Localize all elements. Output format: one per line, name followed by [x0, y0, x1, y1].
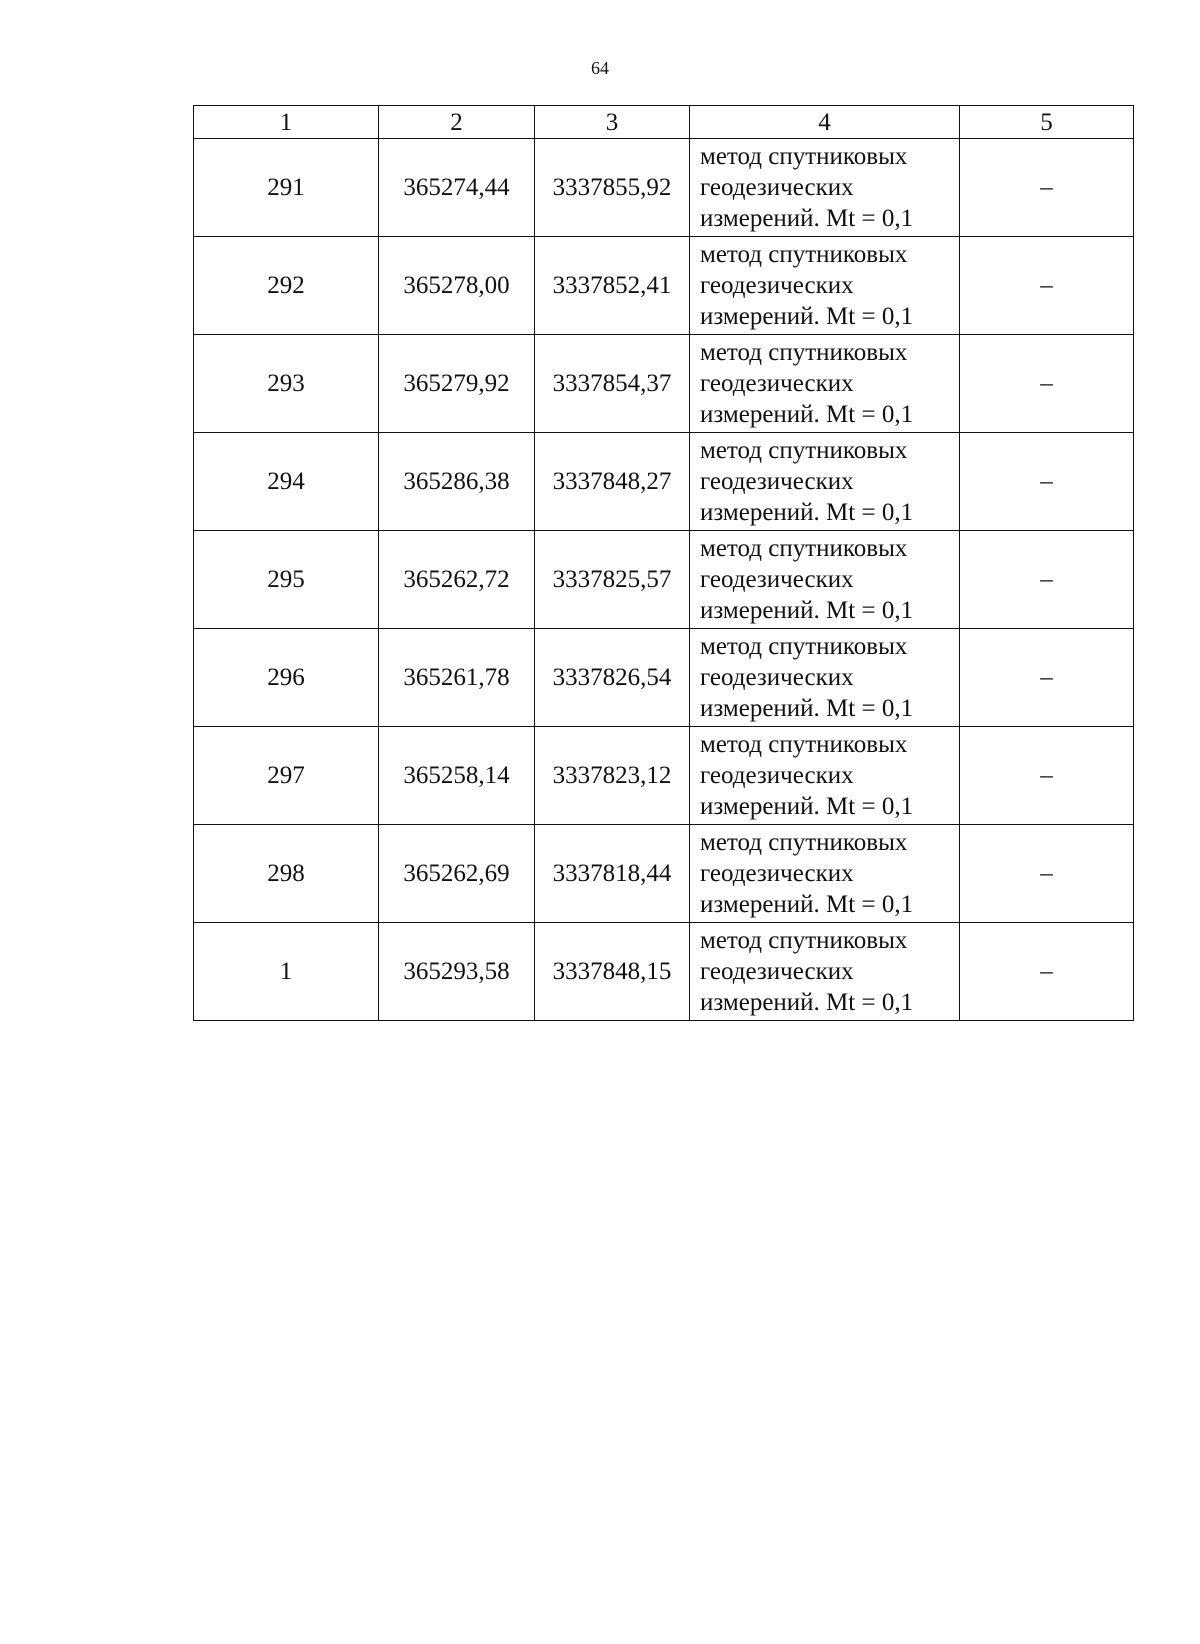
- method-line: геодезических: [700, 468, 854, 495]
- x-coordinate-cell: 365274,44: [379, 139, 535, 237]
- x-coordinate-cell: 365262,72: [379, 531, 535, 629]
- method-line: измерений. Mt = 0,1: [700, 205, 914, 232]
- x-coordinate-cell: 365261,78: [379, 629, 535, 727]
- method-cell: [690, 727, 960, 825]
- table-header: [194, 106, 1134, 139]
- method-line: измерений. Mt = 0,1: [700, 793, 914, 820]
- method-line: метод спутниковых: [700, 829, 908, 856]
- method-line: геодезических: [700, 272, 854, 299]
- note-cell: –: [960, 629, 1134, 727]
- y-coordinate-cell: 3337852,41: [535, 237, 690, 335]
- x-coordinate-cell: 365286,38: [379, 433, 535, 531]
- table-row: [194, 139, 1134, 237]
- table-row: [194, 629, 1134, 727]
- point-number-cell: 298: [194, 825, 379, 923]
- method-line: метод спутниковых: [700, 731, 908, 758]
- method-line: измерений. Mt = 0,1: [700, 401, 914, 428]
- column-header-3: 3: [535, 106, 690, 139]
- x-coordinate-cell: 365279,92: [379, 335, 535, 433]
- column-header-5: 5: [960, 106, 1134, 139]
- method-cell: [690, 531, 960, 629]
- method-cell: [690, 825, 960, 923]
- method-line: измерений. Mt = 0,1: [700, 303, 914, 330]
- table-row: [194, 923, 1134, 1021]
- note-cell: –: [960, 531, 1134, 629]
- note-cell: –: [960, 237, 1134, 335]
- note-cell: –: [960, 139, 1134, 237]
- method-line: геодезических: [700, 762, 854, 789]
- method-line: измерений. Mt = 0,1: [700, 989, 914, 1016]
- point-number-cell: 293: [194, 335, 379, 433]
- method-line: геодезических: [700, 664, 854, 691]
- method-cell: [690, 335, 960, 433]
- y-coordinate-cell: 3337823,12: [535, 727, 690, 825]
- method-line: метод спутниковых: [700, 339, 908, 366]
- point-number-cell: 295: [194, 531, 379, 629]
- method-line: геодезических: [700, 370, 854, 397]
- x-coordinate-cell: 365278,00: [379, 237, 535, 335]
- column-header-1: 1: [194, 106, 379, 139]
- point-number-cell: 294: [194, 433, 379, 531]
- point-number-cell: 292: [194, 237, 379, 335]
- y-coordinate-cell: 3337854,37: [535, 335, 690, 433]
- method-line: измерений. Mt = 0,1: [700, 891, 914, 918]
- method-line: измерений. Mt = 0,1: [700, 695, 914, 722]
- x-coordinate-cell: 365262,69: [379, 825, 535, 923]
- method-line: геодезических: [700, 958, 854, 985]
- method-line: метод спутниковых: [700, 437, 908, 464]
- method-line: геодезических: [700, 174, 854, 201]
- method-line: метод спутниковых: [700, 927, 908, 954]
- page-number: 64: [591, 58, 609, 78]
- y-coordinate-cell: 3337855,92: [535, 139, 690, 237]
- method-line: измерений. Mt = 0,1: [700, 499, 914, 526]
- method-cell: [690, 923, 960, 1021]
- method-cell: [690, 139, 960, 237]
- table-row: [194, 727, 1134, 825]
- method-cell: [690, 237, 960, 335]
- column-header-2: 2: [379, 106, 535, 139]
- point-number-cell: 297: [194, 727, 379, 825]
- x-coordinate-cell: 365258,14: [379, 727, 535, 825]
- table-row: [194, 335, 1134, 433]
- note-cell: –: [960, 433, 1134, 531]
- method-line: измерений. Mt = 0,1: [700, 597, 914, 624]
- y-coordinate-cell: 3337825,57: [535, 531, 690, 629]
- method-line: геодезических: [700, 566, 854, 593]
- column-header-4: 4: [690, 106, 960, 139]
- method-cell: [690, 629, 960, 727]
- point-number-cell: 296: [194, 629, 379, 727]
- coordinates-table: [193, 105, 1134, 1021]
- point-number-cell: 1: [194, 923, 379, 1021]
- method-line: метод спутниковых: [700, 633, 908, 660]
- note-cell: –: [960, 923, 1134, 1021]
- table-row: [194, 531, 1134, 629]
- table-body: [194, 139, 1134, 1021]
- table-row: [194, 433, 1134, 531]
- point-number-cell: 291: [194, 139, 379, 237]
- header-row: [194, 106, 1134, 139]
- note-cell: –: [960, 825, 1134, 923]
- note-cell: –: [960, 727, 1134, 825]
- method-line: метод спутниковых: [700, 143, 908, 170]
- y-coordinate-cell: 3337818,44: [535, 825, 690, 923]
- method-line: метод спутниковых: [700, 535, 908, 562]
- x-coordinate-cell: 365293,58: [379, 923, 535, 1021]
- method-line: геодезических: [700, 860, 854, 887]
- y-coordinate-cell: 3337848,15: [535, 923, 690, 1021]
- method-line: метод спутниковых: [700, 241, 908, 268]
- method-cell: [690, 433, 960, 531]
- table-row: [194, 825, 1134, 923]
- table-row: [194, 237, 1134, 335]
- note-cell: –: [960, 335, 1134, 433]
- y-coordinate-cell: 3337826,54: [535, 629, 690, 727]
- y-coordinate-cell: 3337848,27: [535, 433, 690, 531]
